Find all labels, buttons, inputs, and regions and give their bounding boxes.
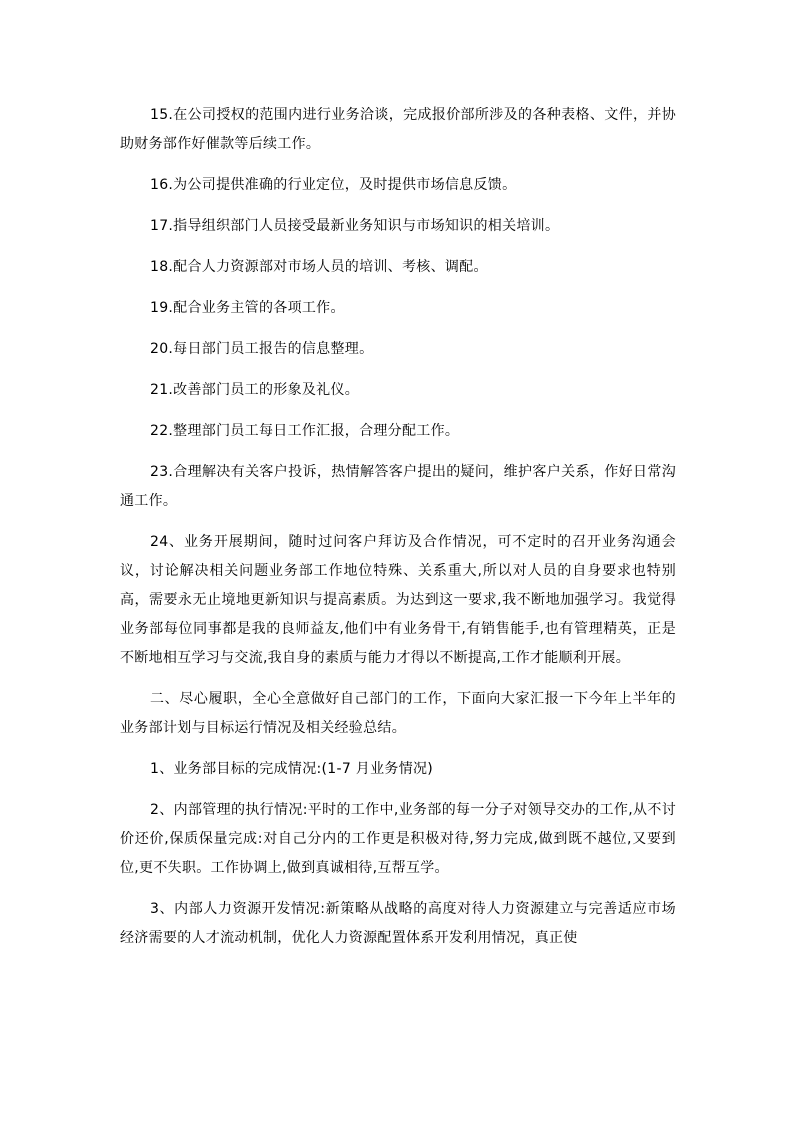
paragraph-item-15: 15.在公司授权的范围内进行业务洽谈，完成报价部所涉及的各种表格、文件，并协助财务部作好催款等后续工作。 <box>120 107 676 152</box>
paragraph-item-16: 16.为公司提供准确的行业定位，及时提供市场信息反馈。 <box>150 177 517 193</box>
paragraph-item-18: 18.配合人力资源部对市场人员的培训、考核、调配。 <box>150 259 488 275</box>
paragraph-item-20: 20.每日部门员工报告的信息整理。 <box>150 341 374 357</box>
paragraph-item-22: 22.整理部门员工每日工作汇报，合理分配工作。 <box>150 423 460 439</box>
paragraph-item-19: 19.配合业务主管的各项工作。 <box>150 300 345 316</box>
section-heading-two: 二、尽心履职，全心全意做好自己部门的工作，下面向大家汇报一下今年上半年的业务部计划与目标运行情况及相关经验总结。 <box>120 691 676 736</box>
paragraph-subitem-3: 3、内部人力资源开发情况:新策略从战略的高度对待人力资源建立与完善适应市场经济需要的人才流动机制，优化人力资源配置体系开发利用情况，真正使 <box>120 901 676 946</box>
paragraph-item-21: 21.改善部门员工的形象及礼仪。 <box>150 382 360 398</box>
paragraph-item-17: 17.指导组织部门人员接受最新业务知识与市场知识的相关培训。 <box>150 218 560 234</box>
paragraph-subitem-2: 2、内部管理的执行情况:平时的工作中,业务部的每一分子对领导交办的工作,从不讨价还价,保质保量完成:对自己分内的工作更是积极对待,努力完成,做到既不越位,又要到位,更不失职。工作协调上,做到真诚相待,互帮互学。 <box>120 802 676 876</box>
paragraph-item-24: 24、业务开展期间，随时过问客户拜访及合作情况，可不定时的召开业务沟通会议，讨论解决相关问题业务部工作地位特殊、关系重大,所以对人员的自身要求也特别高，需要永无止境地更新知识与提高素质。为达到这一要求,我不断地加强学习。我觉得业务部每位同事都是我的良师益友,他们中有业务骨干,有销售能手,也有管理精英，正是不断地相互学习与交流,我自身的素质与能力才得以不断提高,工作才能顺利开展。 <box>120 534 676 666</box>
paragraph-subitem-1: 1、业务部目标的完成情况:(1-7 月业务情况) <box>150 761 434 777</box>
document-body <box>120 101 676 965</box>
paragraph-item-23: 23.合理解决有关客户投诉，热情解答客户提出的疑问，维护客户关系，作好日常沟通工作。 <box>120 464 676 509</box>
